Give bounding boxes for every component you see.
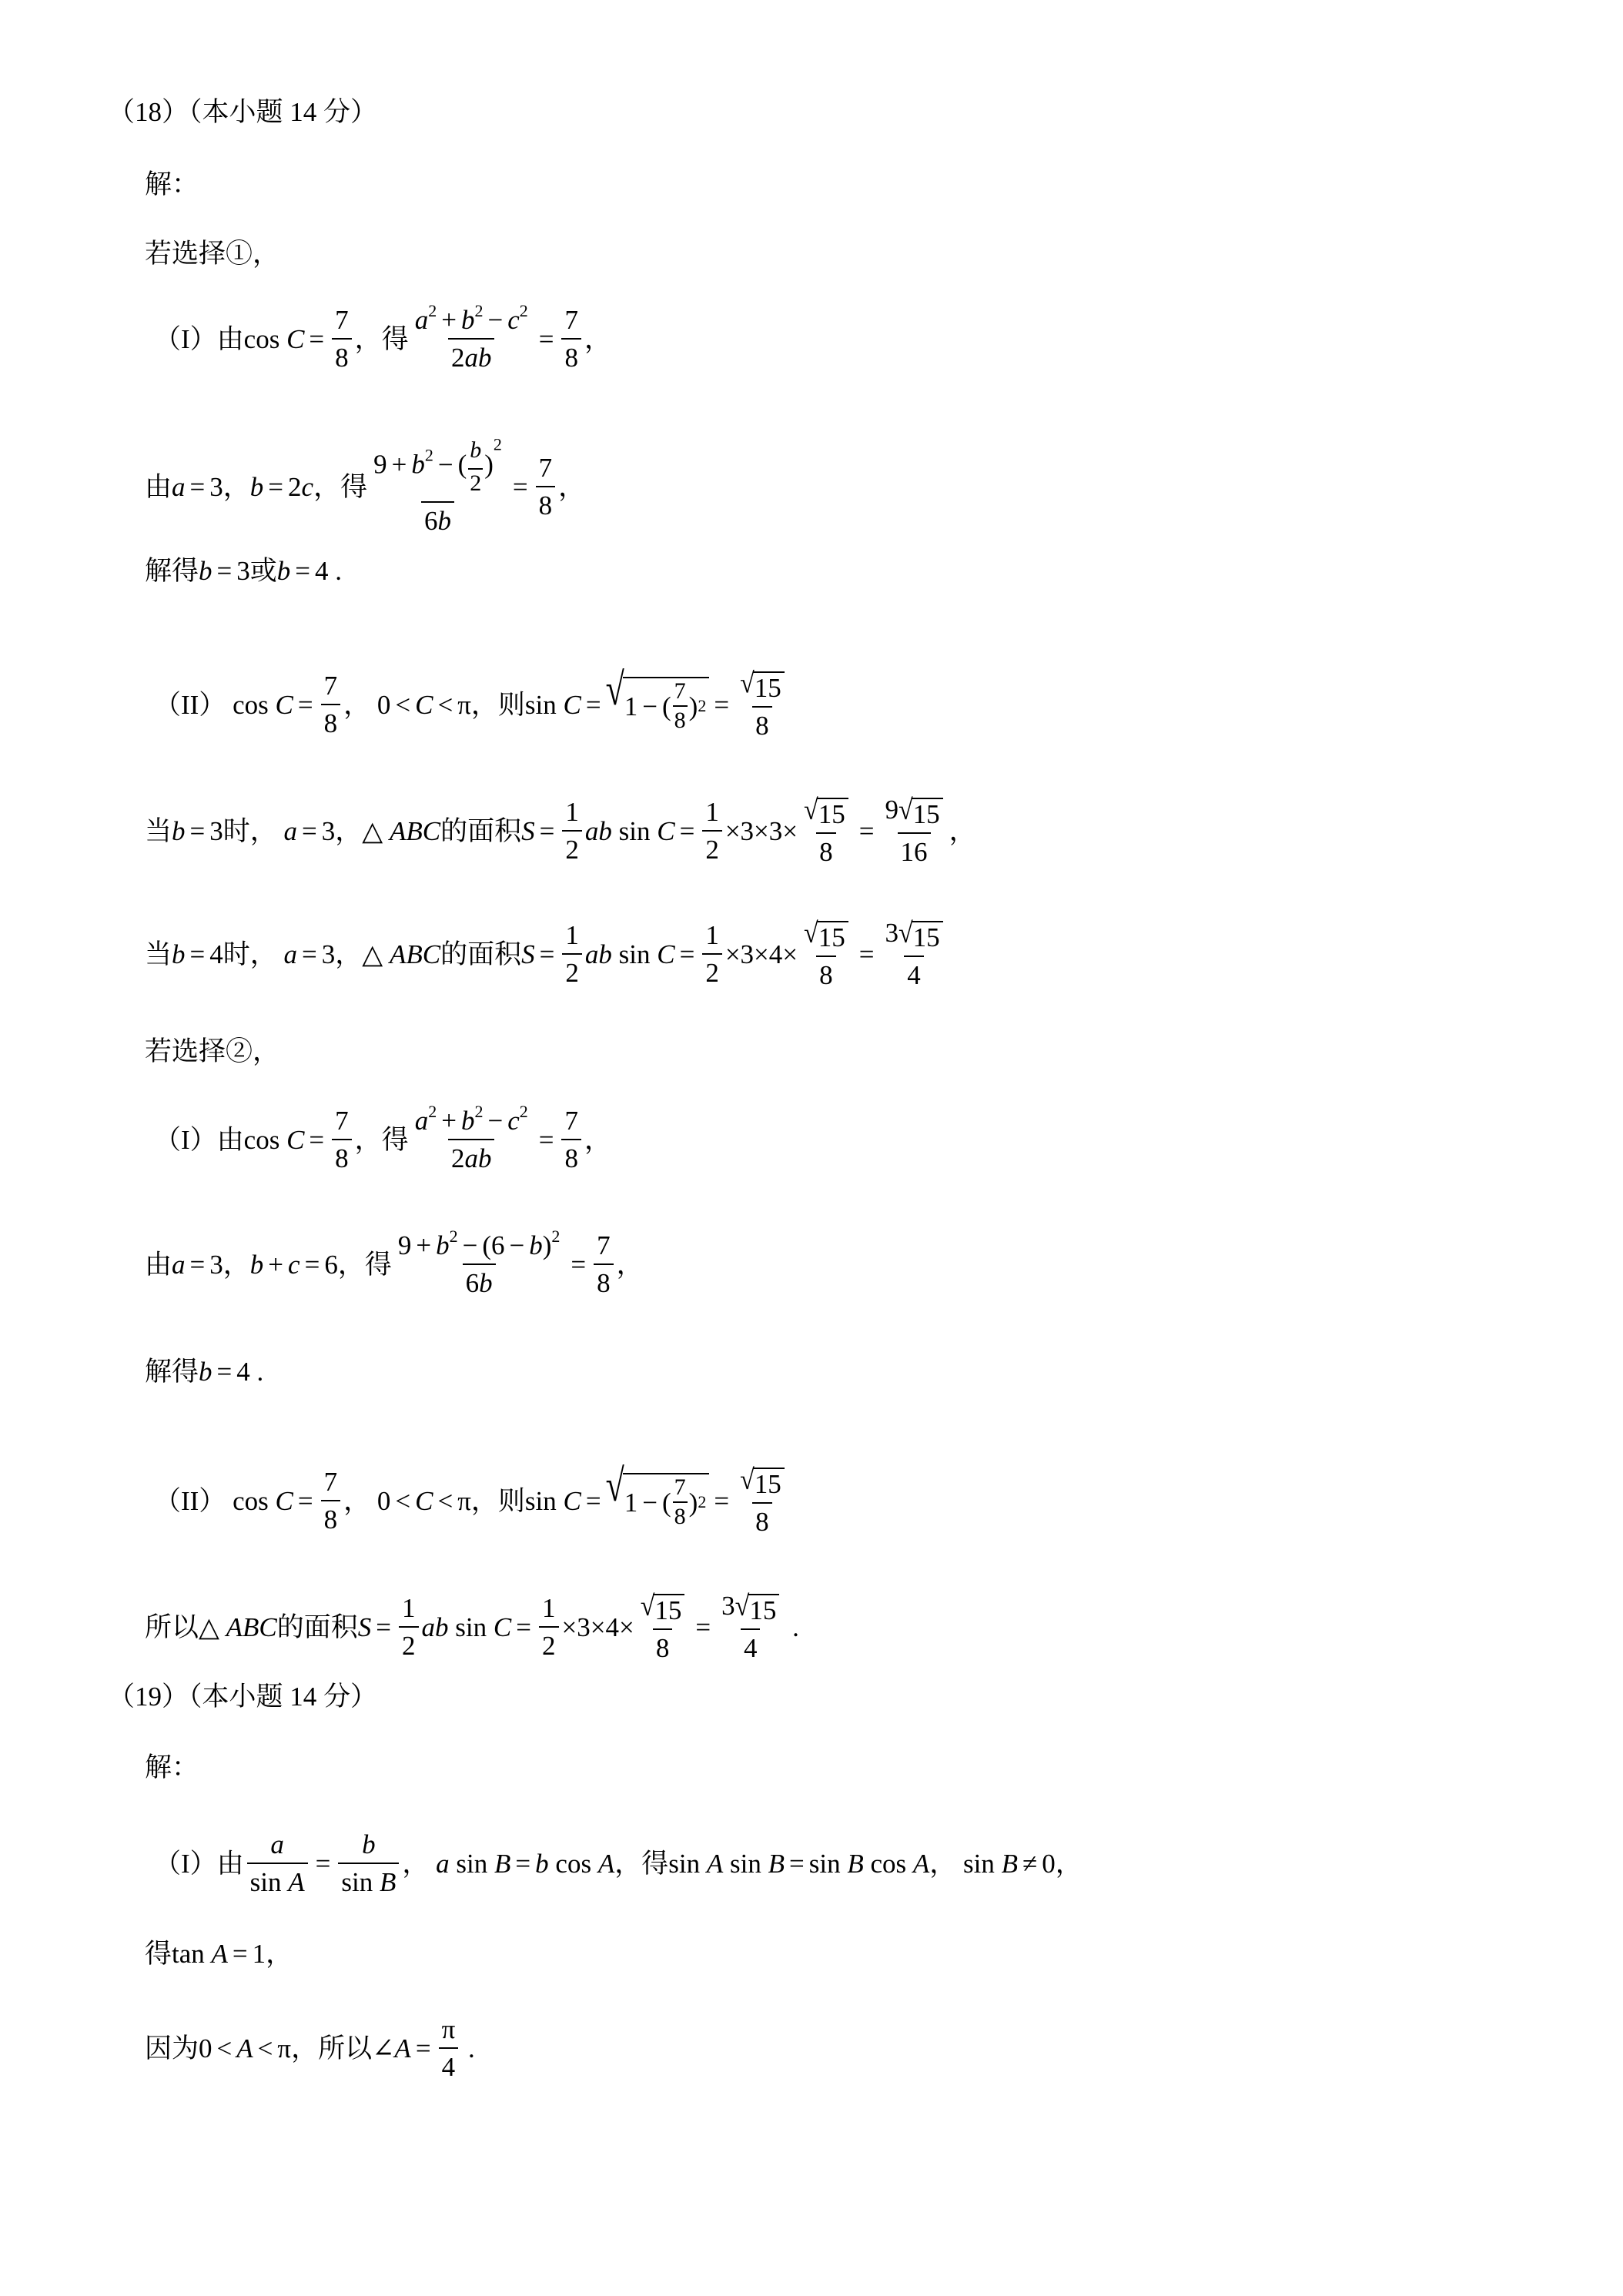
fraction: $\frac{7}{8}$ [332,306,352,371]
q18-c2-solve: 解得 b = 4 . [145,1357,264,1387]
q19-header: （19）（本小题 14 分） [108,1682,378,1712]
fraction: $\frac{7}{8}$ [561,1107,581,1172]
label: （I）由 [154,323,244,354]
fraction: $\frac{\pi}{4}$ [439,2016,459,2080]
q19-angle-line: 因为 0 < A < π ，所以 ∠ A = $\frac{\pi}{4}$ . [145,2014,475,2082]
sqrt: √ 1 − ( $\frac{7}{8}$ ) 2 [606,677,710,732]
fraction: $\frac{1}{2}$ [399,1595,419,1659]
fraction: $\frac{a}{\text{sin A}}$ [247,1831,308,1896]
fraction: $\frac{7}{8}$ [332,1107,352,1172]
fraction: √ 15 8 [737,1466,788,1535]
q19-part1-line: （I）由 $\frac{a}{\text{sin A}}$ = $\frac{b}{\text{sin B}}$ ， a sin B = b cos A ，得 sin A sin B = sin B cos A ， sin B ≠ 0 ， [154,1829,1083,1897]
q18-c1-solve: 解得 b = 3 或 b = 4 . [145,556,343,586]
fraction: √ 15 8 [801,796,852,865]
q18-c1-line2: 由 a = 3 ， b = 2 c ，得 $9 + b^2$ − ( $\frac{b}{2}$ )$^2$ 6b = $\frac{7}{8}$ ， [145,434,586,536]
q18-c2-part2: （II） cos C = $\frac{7}{8}$ ， 0 < C < π ，则 sin C = √ 1 − ( $\frac{7}{8}$ ) 2 = √ 15 8 [154,1466,791,1535]
fraction: $\frac{7}{8}$ [321,1468,341,1533]
fraction: $\frac{7}{8}$ [321,672,341,737]
q18-c2-line2: 由 a = 3 ， b + c = 6 ，得 $\frac{9 + b^2 - (6 - b)^2}{6b}$ = $\frac{7}{8}$ ， [145,1227,644,1298]
q18-choice-2: 若选择②， [145,1036,280,1066]
fraction: $\frac{7}{8}$ [594,1232,614,1297]
q18-header: （18）（本小题 14 分） [108,97,378,127]
fraction: 3 √ 15 4 [718,1592,782,1662]
fraction: √ 15 8 [637,1592,688,1662]
q18-c1-area-b4: 当 b = 4 时， a = 3 ， △ ABC 的面积 S = $\frac{1}{2}$ ab sin C = $\frac{1}{2}$ ×3×4× √ 15 8 = 3 √ 15 4 [145,919,949,989]
fraction: $\frac{7}{8}$ [536,454,556,519]
fraction: 9 √ 15 16 [882,796,945,865]
fraction: √ 15 8 [801,919,852,989]
fraction: $\frac{b}{\text{sin B}}$ [338,1831,399,1896]
fraction: $9 + b^2$ − ( $\frac{b}{2}$ )$^2$ 6b [373,434,502,536]
fraction: $\frac{a^2 + b^2 - c^2}{2ab}$ [414,301,528,373]
q18-jie: 解： [145,169,199,199]
q18-c1-part1-line: （I）由 cos C = $\frac{7}{8}$ ，得 $\frac{a^2 + b^2 - c^2}{2ab}$ = $\frac{7}{8}$ ， [154,301,611,373]
q18-c1-part2: （II） cos C = $\frac{7}{8}$ ， 0 < C < π ，则 sin C = √ 1 − ( $\frac{7}{8}$ ) 2 = √ 15 8 [154,670,791,739]
fraction: $\frac{1}{2}$ [539,1595,559,1659]
q19-jie: 解： [145,1752,199,1782]
q18-c2-part1-line: （I）由 cos C = $\frac{7}{8}$ ，得 $\frac{a^2 + b^2 - c^2}{2ab}$ = $\frac{7}{8}$ ， [154,1102,611,1173]
fraction: $\frac{9 + b^2 - (6 - b)^2}{6b}$ [397,1227,561,1298]
q19-tan-line: 得 tan A = 1 ， [145,1939,293,1969]
fraction: √ 15 8 [737,670,788,739]
q18-c1-area-b3: 当 b = 3 时， a = 3 ， △ ABC 的面积 S = $\frac{1}{2}$ ab sin C = $\frac{1}{2}$ ×3×3× √ 15 8 = 9 √ 15 16 ， [145,794,976,867]
fraction: $\frac{1}{2}$ [562,922,582,986]
sqrt: √ 1 − ( $\frac{7}{8}$ ) 2 [606,1473,710,1528]
fraction: $\frac{1}{2}$ [562,798,582,863]
fraction: $\frac{a^2 + b^2 - c^2}{2ab}$ [414,1102,528,1173]
fraction: $\frac{1}{2}$ [702,798,722,863]
fraction: 3 √ 15 4 [882,919,945,989]
fraction: $\frac{1}{2}$ [702,922,722,986]
fraction: $\frac{7}{8}$ [561,306,581,371]
q18-choice-1: 若选择①， [145,239,280,269]
q18-c2-area: 所以△ ABC 的面积 S = $\frac{1}{2}$ ab sin C = $\frac{1}{2}$ ×3×4× √ 15 8 = 3 √ 15 4 . [145,1590,799,1663]
